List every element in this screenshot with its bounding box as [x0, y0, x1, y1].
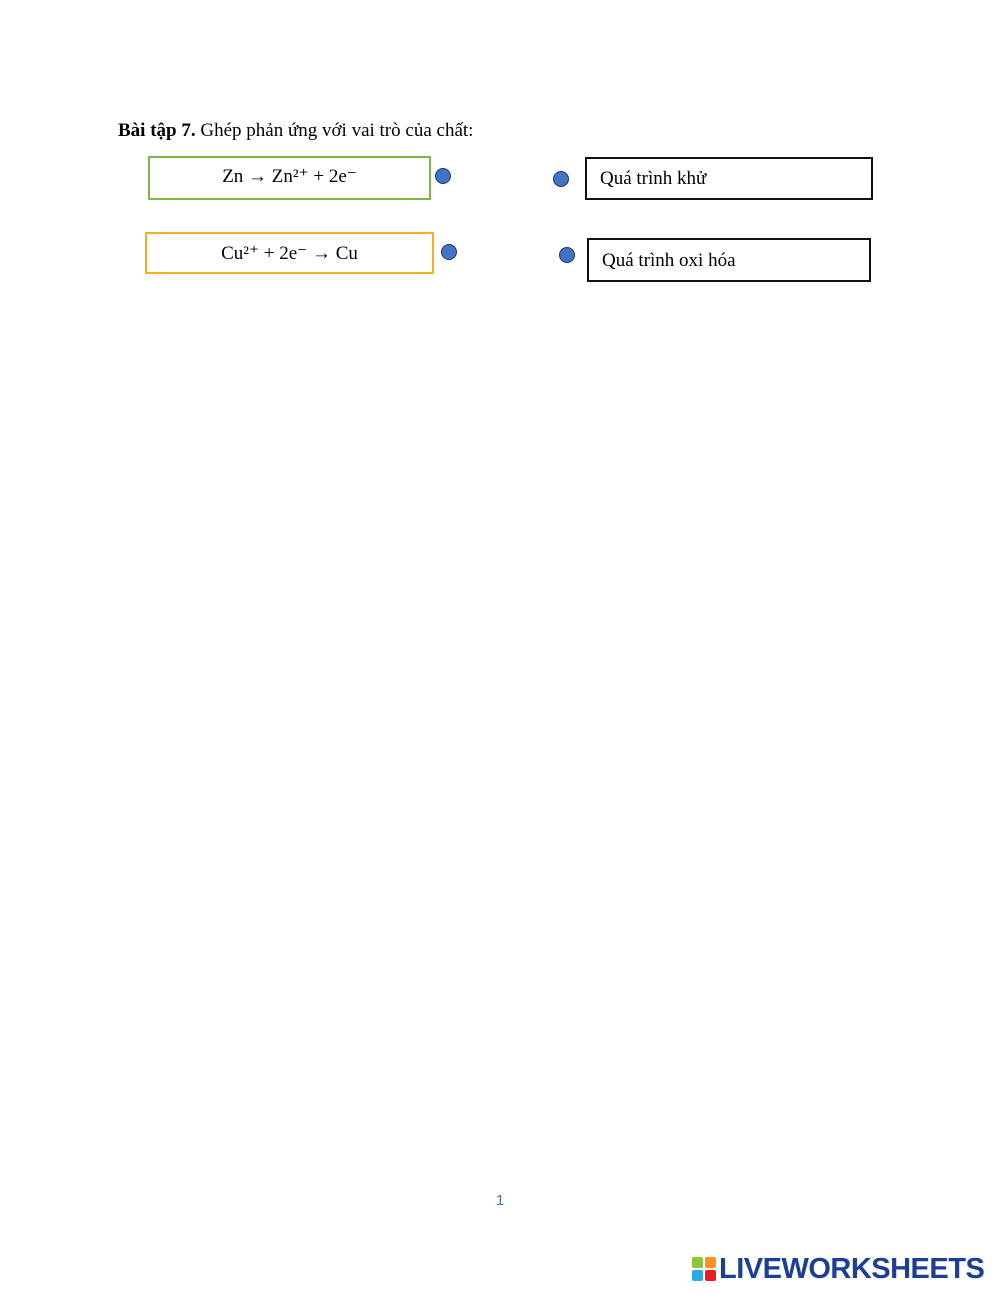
- logo-square-orange: [705, 1257, 716, 1268]
- brand-name: LIVEWORKSHEETS: [719, 1253, 985, 1285]
- logo-square-green: [692, 1257, 703, 1268]
- logo-square-blue: [692, 1270, 703, 1281]
- match-dot-right-khu[interactable]: [553, 171, 569, 187]
- match-dot-left-cu[interactable]: [441, 244, 457, 260]
- match-dot-right-oxi[interactable]: [559, 247, 575, 263]
- reaction-box-zn: [148, 156, 431, 200]
- exercise-instruction: Ghép phản ứng với vai trò của chất:: [200, 120, 474, 141]
- exercise-heading: [118, 118, 473, 144]
- brand-logo: [692, 1254, 984, 1284]
- exercise-label: Bài tập 7.: [118, 120, 196, 141]
- liveworksheets-logo-icon: [692, 1257, 716, 1281]
- role-text-khu: Quá trình khử: [600, 168, 707, 189]
- role-box-oxi: [587, 238, 871, 282]
- logo-square-red: [705, 1270, 716, 1281]
- role-text-oxi: Quá trình oxi hóa: [602, 250, 736, 271]
- reaction-text-zn: Zn → Zn²⁺ + 2e⁻: [222, 166, 357, 187]
- reaction-box-cu: [145, 232, 434, 274]
- role-box-khu: [585, 157, 873, 200]
- reaction-text-cu: Cu²⁺ + 2e⁻ → Cu: [221, 243, 358, 264]
- match-dot-left-zn[interactable]: [435, 168, 451, 184]
- page-number: 1: [495, 1192, 505, 1209]
